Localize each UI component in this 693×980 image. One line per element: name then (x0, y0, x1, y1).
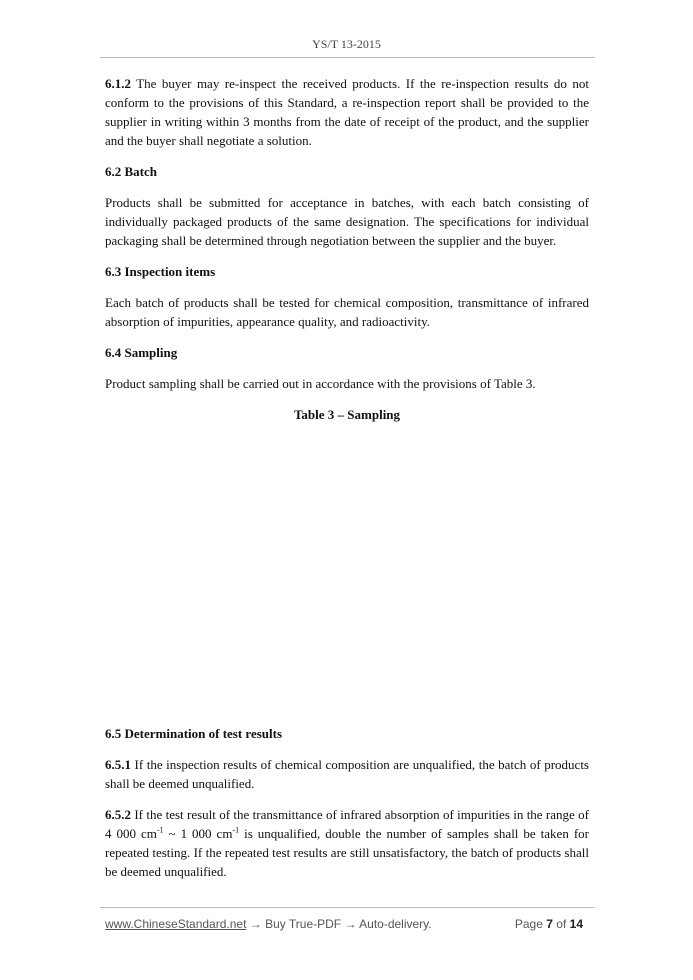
page-total: 14 (569, 917, 583, 931)
table-3-title: Table 3 – Sampling (293, 407, 401, 422)
clause-text-part-b: ~ 1 000 cm (163, 826, 233, 841)
footer-divider (100, 907, 595, 908)
heading-6-3-inspection-items: 6.3 Inspection items (105, 264, 216, 279)
clause-number: 6.5.1 (105, 757, 131, 772)
arrow-icon: → (341, 917, 360, 931)
superscript: -1 (232, 825, 240, 835)
clause-text: The buyer may re-inspect the received products. If the re-inspection results do not conform to the provisions of this Standard, a re-inspection report shall be provided to the supplier in writing within 3 months from the date of receipt of the product, and the supplier and the buyer shall negotiate a solution. (105, 76, 589, 148)
page-current: 7 (546, 917, 553, 931)
table-3-area (105, 436, 589, 724)
heading-6-5-determination: 6.5 Determination of test results (105, 726, 283, 741)
superscript: -1 (156, 825, 164, 835)
buy-pdf-text: Buy True-PDF (265, 917, 342, 931)
header-doc-id: YS/T 13-2015 (312, 37, 381, 51)
clause-6-3-text: Each batch of products shall be tested for chemical composition, transmittance of infrared absorption of impurities, appearance quality, and radioactivity. (105, 295, 589, 329)
arrow-icon: → (246, 917, 266, 931)
clause-6-5-1 (105, 755, 589, 793)
page-of-label: of (556, 917, 567, 931)
clause-6-4-text: Product sampling shall be carried out in accordance with the provisions of Table 3. (105, 376, 536, 391)
page-body (105, 74, 589, 893)
footer-promo (105, 917, 432, 931)
clause-6-1-2 (105, 74, 589, 150)
clause-6-5-2 (105, 805, 589, 881)
page-label: Page (514, 917, 543, 931)
clause-text-part-c: is unqualified, double the number of samples shall be taken for repeated testing. If the repeated test results are still unsatisfactory, the batch of products shall be deemed unqualified. (105, 826, 589, 879)
page-indicator (515, 917, 583, 931)
clause-text-part-a: If the test result of the transmittance of infrared absorption of impurities in the range of 4 000 cm (105, 807, 589, 841)
header-divider (100, 57, 595, 58)
clause-text: If the inspection results of chemical composition are unqualified, the batch of products shall be deemed unqualified. (105, 757, 589, 791)
heading-6-4-sampling: 6.4 Sampling (105, 345, 178, 360)
clause-number: 6.1.2 (105, 76, 131, 91)
clause-6-2-text: Products shall be submitted for acceptance in batches, with each batch consisting of individually packaged products of the same designation. The specifications for individual packaging shall be determined through negotiation between the supplier and the buyer. (105, 195, 589, 248)
website-link[interactable]: www.ChineseStandard.net (105, 917, 247, 931)
auto-delivery-text: Auto-delivery. (359, 917, 432, 931)
clause-number: 6.5.2 (105, 807, 131, 822)
heading-6-2-batch: 6.2 Batch (105, 164, 157, 179)
